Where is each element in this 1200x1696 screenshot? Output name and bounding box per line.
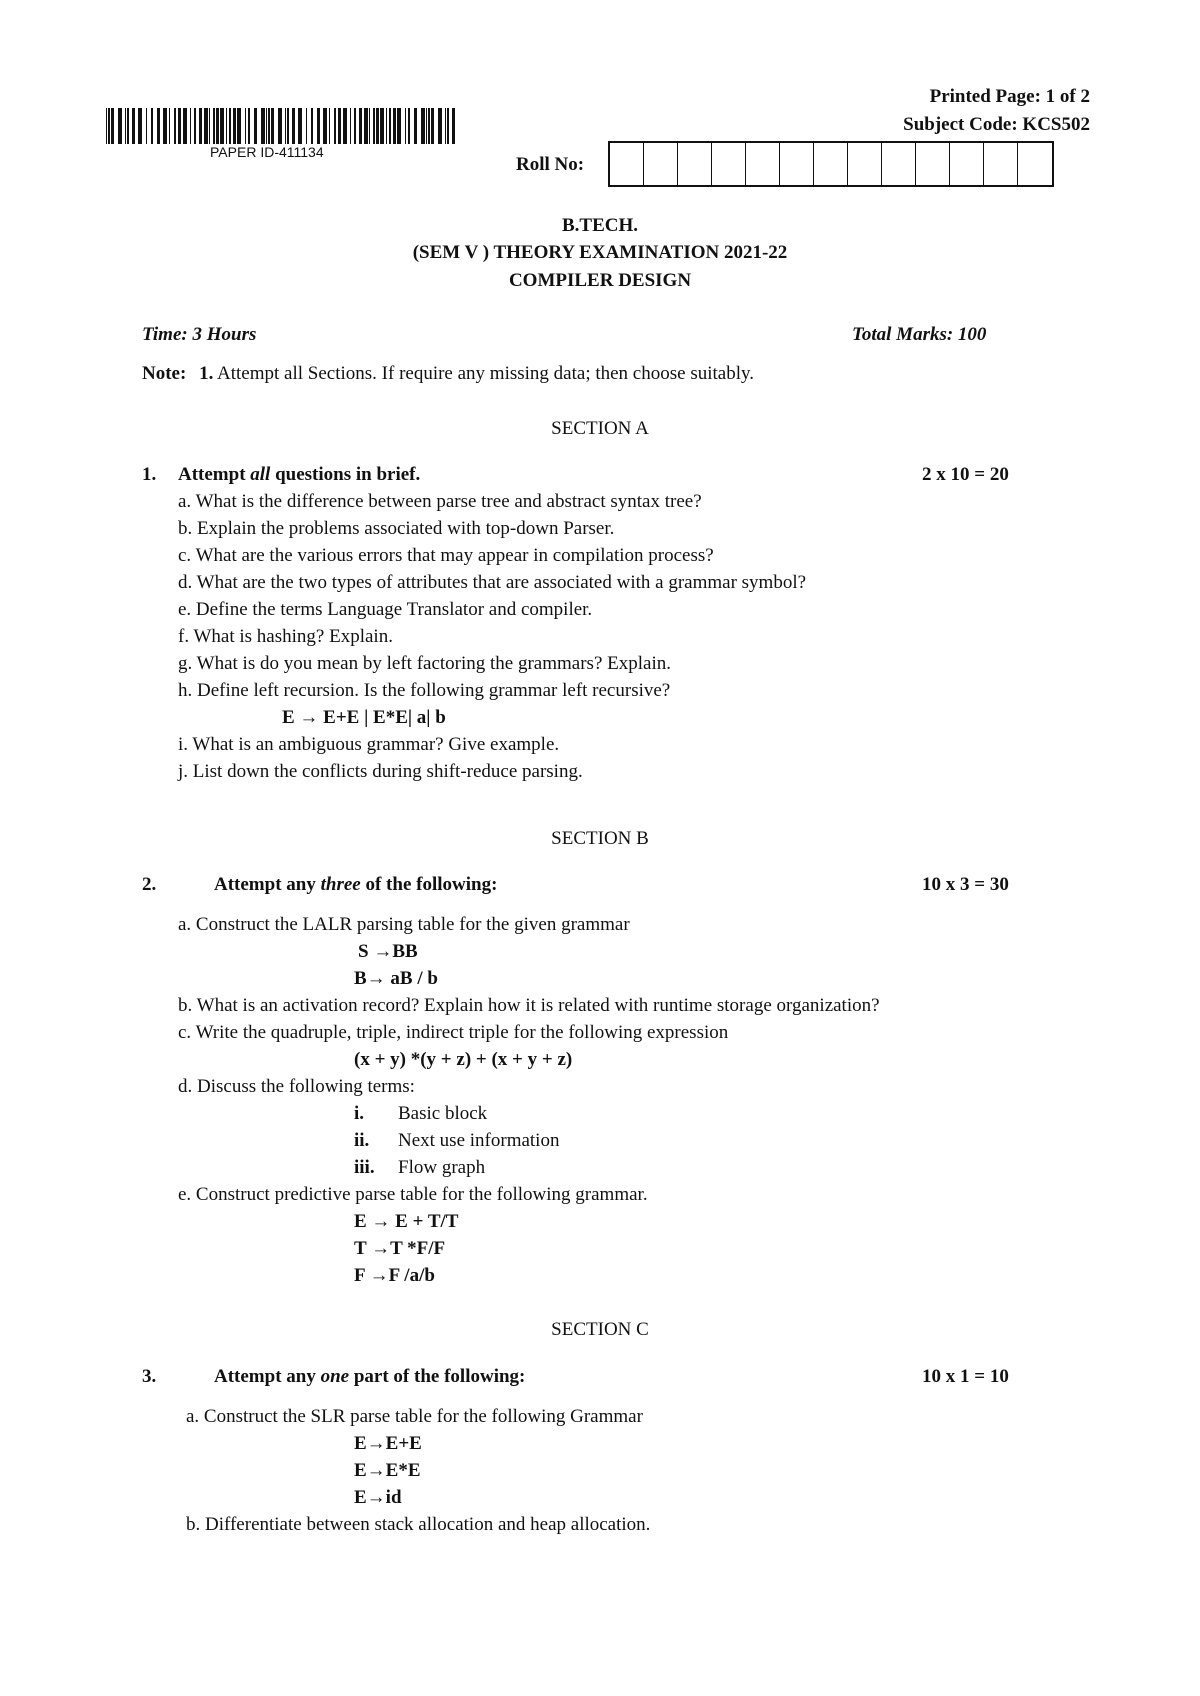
- roll-box[interactable]: [712, 143, 746, 185]
- q1-instruction: Attempt all questions in brief.: [178, 464, 421, 485]
- q1-item-e: e. Define the terms Language Translator and compiler.: [178, 599, 593, 620]
- q3-marks: 10 x 1 = 10: [922, 1366, 1009, 1387]
- q2-a-grammar-1: S →BB: [358, 941, 418, 962]
- q3-item-a: a. Construct the SLR parse table for the following Grammar: [186, 1406, 643, 1427]
- q1-number: 1.: [142, 464, 157, 485]
- roll-box[interactable]: [984, 143, 1018, 185]
- section-c-heading: SECTION C: [551, 1319, 649, 1340]
- roll-box[interactable]: [848, 143, 882, 185]
- q1-item-h: h. Define left recursion. Is the following grammar left recursive?: [178, 680, 671, 701]
- q3-a-grammar-2: E→E*E: [354, 1460, 421, 1481]
- roll-box[interactable]: [610, 143, 644, 185]
- degree-title: B.TECH.: [561, 215, 639, 236]
- note: [142, 363, 754, 385]
- printed-page: Printed Page: 1 of 2: [929, 86, 1090, 107]
- q3-item-b: b. Differentiate between stack allocation and heap allocation.: [186, 1514, 651, 1535]
- q1-marks: 2 x 10 = 20: [922, 464, 1009, 485]
- q2-d-num-1: i.: [354, 1103, 365, 1124]
- total-marks: Total Marks: 100: [852, 324, 987, 345]
- q3-a-grammar-3: E→id: [354, 1487, 402, 1508]
- q2-item-e: e. Construct predictive parse table for the following grammar.: [178, 1184, 648, 1205]
- q2-d-num-3: iii.: [354, 1157, 375, 1178]
- q1-item-d: d. What are the two types of attributes that are associated with a grammar symbol?: [178, 572, 807, 593]
- note-number: 1.: [199, 363, 214, 384]
- q2-item-d: d. Discuss the following terms:: [178, 1076, 415, 1097]
- q2-d-term-1: Basic block: [398, 1103, 488, 1124]
- roll-box[interactable]: [1018, 143, 1052, 185]
- q1-item-a: a. What is the difference between parse tree and abstract syntax tree?: [178, 491, 702, 512]
- barcode-image: [106, 108, 458, 144]
- q3-instruction: Attempt any one part of the following:: [214, 1366, 526, 1387]
- roll-box[interactable]: [644, 143, 678, 185]
- q1-item-j: j. List down the conflicts during shift-reduce parsing.: [178, 761, 583, 782]
- q2-item-b: b. What is an activation record? Explain how it is related with runtime storage organization?: [178, 995, 880, 1016]
- q2-d-term-3: Flow graph: [398, 1157, 486, 1178]
- q1-grammar-h: E → E+E | E*E| a| b: [282, 707, 446, 728]
- roll-box[interactable]: [780, 143, 814, 185]
- section-a-heading: SECTION A: [551, 418, 649, 439]
- time-label: Time: 3 Hours: [142, 324, 257, 345]
- roll-box[interactable]: [678, 143, 712, 185]
- q1-item-g: g. What is do you mean by left factoring the grammars? Explain.: [178, 653, 671, 674]
- q2-marks: 10 x 3 = 30: [922, 874, 1009, 895]
- roll-label: Roll No:: [516, 154, 585, 175]
- roll-number-boxes[interactable]: [608, 141, 1054, 187]
- roll-box[interactable]: [882, 143, 916, 185]
- q1-item-b: b. Explain the problems associated with top-down Parser.: [178, 518, 615, 539]
- q3-number: 3.: [142, 1366, 157, 1387]
- roll-box[interactable]: [950, 143, 984, 185]
- q2-e-grammar-2: T →T *F/F: [354, 1238, 446, 1259]
- q2-instruction: Attempt any three of the following:: [214, 874, 498, 895]
- q2-d-term-2: Next use information: [398, 1130, 560, 1151]
- subject-code: Subject Code: KCS502: [903, 114, 1090, 135]
- exam-title: (SEM V ) THEORY EXAMINATION 2021-22: [412, 242, 788, 263]
- q2-number: 2.: [142, 874, 157, 895]
- q2-e-grammar-3: F →F /a/b: [354, 1265, 435, 1286]
- roll-box[interactable]: [746, 143, 780, 185]
- q2-a-grammar-2: B→ aB / b: [354, 968, 438, 989]
- q2-c-expression: (x + y) *(y + z) + (x + y + z): [354, 1049, 573, 1070]
- q2-d-num-2: ii.: [354, 1130, 370, 1151]
- q2-e-grammar-1: E → E + T/T: [354, 1211, 459, 1232]
- q2-item-a: a. Construct the LALR parsing table for the given grammar: [178, 914, 630, 935]
- roll-box[interactable]: [814, 143, 848, 185]
- subject-title: COMPILER DESIGN: [508, 270, 692, 291]
- q2-item-c: c. Write the quadruple, triple, indirect triple for the following expression: [178, 1022, 729, 1043]
- note-text: Attempt all Sections. If require any missing data; then choose suitably.: [217, 363, 754, 384]
- q1-item-c: c. What are the various errors that may appear in compilation process?: [178, 545, 714, 566]
- note-label: Note:: [142, 363, 187, 384]
- roll-box[interactable]: [916, 143, 950, 185]
- q1-item-i: i. What is an ambiguous grammar? Give example.: [178, 734, 560, 755]
- paper-id: PAPER ID-411134: [210, 144, 324, 160]
- q3-a-grammar-1: E→E+E: [354, 1433, 422, 1454]
- section-b-heading: SECTION B: [551, 828, 649, 849]
- q1-item-f: f. What is hashing? Explain.: [178, 626, 393, 647]
